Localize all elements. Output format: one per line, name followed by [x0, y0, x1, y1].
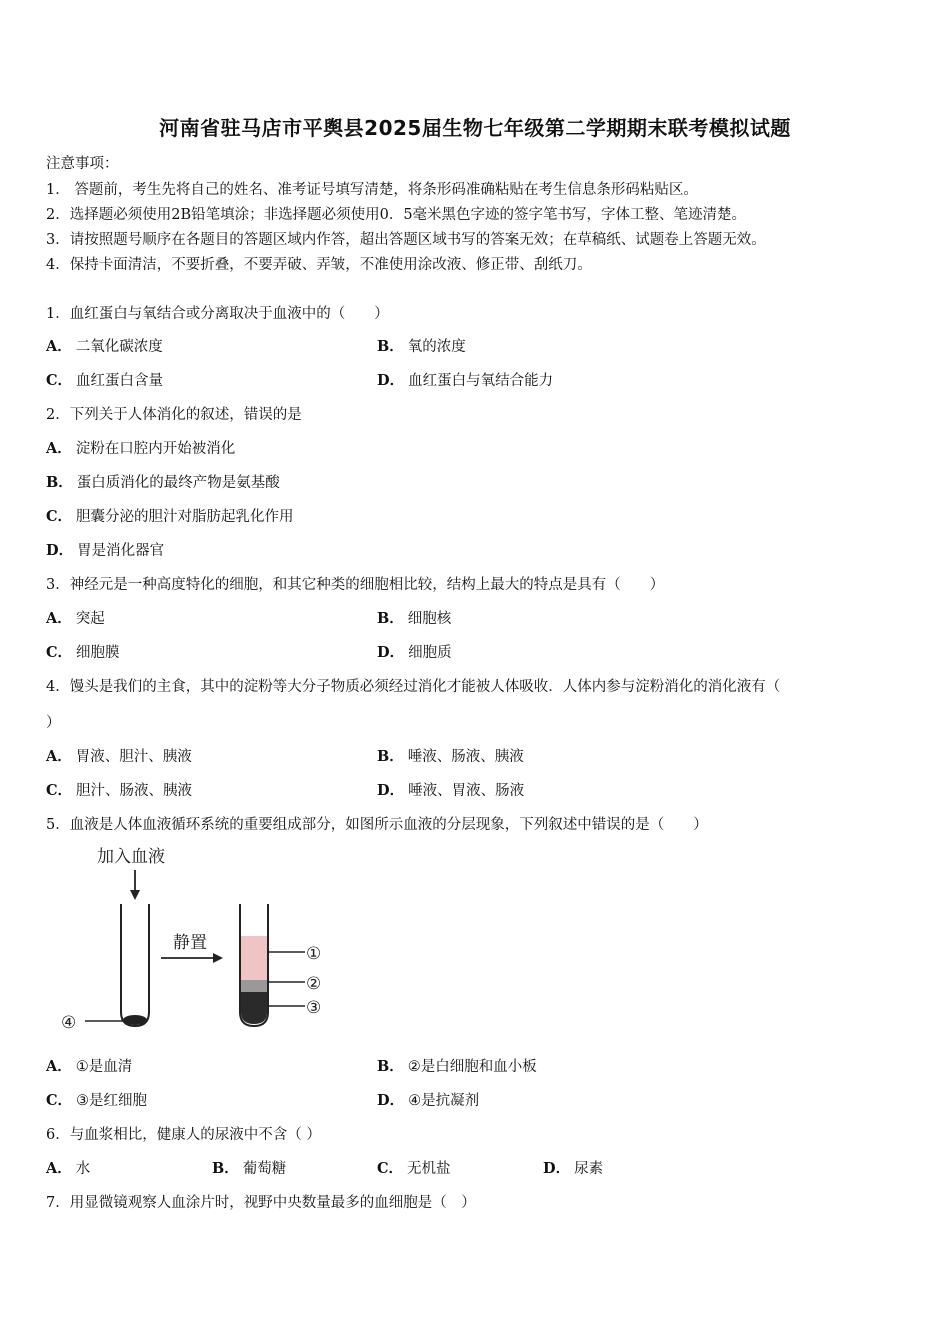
option-d[interactable]: D． ④是抗凝剂 — [377, 1092, 480, 1109]
question-stem-cont: ） — [46, 715, 61, 731]
option-c[interactable]: C． 胆汁、肠液、胰液 — [46, 782, 193, 799]
option-c[interactable]: C． 胆囊分泌的胆汁对脂肪起乳化作用 — [46, 508, 294, 525]
option-a[interactable]: A． 突起 — [46, 610, 105, 627]
option-d[interactable]: D． 胃是消化器官 — [46, 542, 165, 559]
option-a[interactable]: A． 水 — [46, 1160, 91, 1177]
question-stem: 3．神经元是一种高度特化的细胞，和其它种类的细胞相比较，结构上最大的特点是具有（ ） — [46, 577, 665, 593]
option-d[interactable]: D． 细胞质 — [377, 644, 452, 661]
option-a[interactable]: A． 胃液、胆汁、胰液 — [46, 748, 192, 765]
mark-1: ① — [306, 944, 322, 964]
page-title: 河南省驻马店市平舆县2025届生物七年级第二学期期末联考模拟试题 — [159, 116, 791, 140]
option-d[interactable]: D． 血红蛋白与氧结合能力 — [377, 372, 554, 389]
question-stem: 1．血红蛋白与氧结合或分离取决于血液中的（ ） — [46, 306, 389, 322]
option-c[interactable]: C． 无机盐 — [377, 1160, 451, 1177]
red-cell-layer — [241, 992, 267, 1024]
option-b[interactable]: B． ②是白细胞和血小板 — [377, 1058, 537, 1075]
notice-item: 1． 答题前，考生先将自己的姓名、准考证号填写清楚，将条形码准确粘贴在考生信息条形码粘贴区。 — [46, 182, 698, 198]
option-b[interactable]: B． 蛋白质消化的最终产物是氨基酸 — [46, 474, 280, 491]
option-b[interactable]: B． 唾液、肠液、胰液 — [377, 748, 524, 765]
option-a[interactable]: A． 二氧化碳浓度 — [46, 338, 163, 355]
option-c[interactable]: C． 细胞膜 — [46, 644, 120, 661]
notice-item: 2．选择题必须使用2B铅笔填涂；非选择题必须使用0．5毫米黑色字迹的签字笔书写，字体工整、笔迹清楚。 — [46, 207, 747, 223]
arrow-down-head — [130, 890, 140, 900]
option-c[interactable]: C． 血红蛋白含量 — [46, 372, 164, 389]
question-stem: 4．馒头是我们的主食，其中的淀粉等大分子物质必须经过消化才能被人体吸收．人体内参与淀粉消化的消化液有（ — [46, 679, 781, 695]
figure-rest-label: 静置 — [173, 933, 207, 953]
option-b[interactable]: B． 葡萄糖 — [212, 1160, 287, 1177]
option-b[interactable]: B． 细胞核 — [377, 610, 452, 627]
option-d[interactable]: D． 唾液、胃液、肠液 — [377, 782, 525, 799]
mark-4: ④ — [61, 1013, 77, 1033]
plasma-layer — [241, 936, 267, 980]
question-stem: 7．用显微镜观察人血涂片时，视野中央数量最多的血细胞是（ ） — [46, 1195, 476, 1211]
buffy-coat-layer — [241, 980, 267, 992]
question-stem: 5．血液是人体血液循环系统的重要组成部分，如图所示血液的分层现象，下列叙述中错误的是（ ） — [46, 817, 708, 833]
figure-add-blood-label: 加入血液 — [97, 847, 165, 867]
notice-item: 4．保持卡面清洁，不要折叠，不要弄破、弄皱，不准使用涂改液、修正带、刮纸刀。 — [46, 257, 592, 273]
question-stem: 6．与血浆相比，健康人的尿液中不含（ ） — [46, 1127, 321, 1143]
notice-heading: 注意事项： — [46, 156, 119, 172]
option-a[interactable]: A． 淀粉在口腔内开始被消化 — [46, 440, 236, 457]
left-test-tube — [121, 904, 149, 1026]
option-a[interactable]: A． ①是血清 — [46, 1058, 133, 1075]
question-stem: 2．下列关于人体消化的叙述，错误的是 — [46, 407, 302, 423]
mark-3: ③ — [306, 998, 322, 1018]
notice-item: 3．请按照题号顺序在各题目的答题区域内作答，超出答题区域书写的答案无效；在草稿纸、试题卷上答题无效。 — [46, 232, 766, 248]
blood-layering-figure — [55, 840, 345, 1040]
arrow-right-head — [213, 953, 223, 963]
left-tube-anticoagulant — [123, 1015, 147, 1025]
option-c[interactable]: C． ③是红细胞 — [46, 1092, 148, 1109]
mark-2: ② — [306, 974, 322, 994]
option-d[interactable]: D． 尿素 — [543, 1160, 604, 1177]
option-b[interactable]: B． 氧的浓度 — [377, 338, 466, 355]
